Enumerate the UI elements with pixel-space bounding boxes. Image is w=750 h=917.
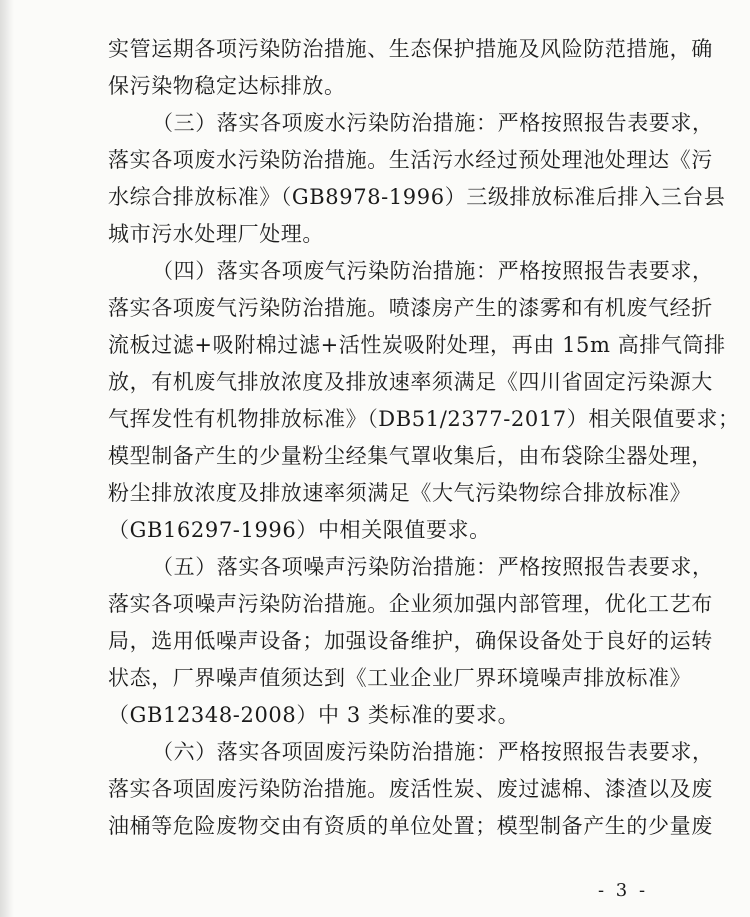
text-line: 局，选用低噪声设备；加强设备维护，确保设备处于良好的运转 (108, 629, 713, 653)
text-line: 保污染物稳定达标排放。 (108, 74, 346, 98)
document-body (108, 34, 740, 842)
text-line: 落实各项废水污染防治措施。生活污水经过预处理池处理达《污 (108, 148, 713, 172)
text-line: 城市污水处理厂处理。 (108, 222, 324, 246)
text-line: （三）落实各项废水污染防治措施：严格按照报告表要求， (152, 111, 714, 135)
text-line: 状态，厂界噪声值须达到《工业企业厂界环境噪声排放标准》 (108, 666, 692, 690)
text-line: 放，有机废气排放浓度及排放速率须满足《四川省固定污染源大 (108, 370, 713, 394)
text-line: 落实各项噪声污染防治措施。企业须加强内部管理，优化工艺布 (108, 592, 713, 616)
text-line: 油桶等危险废物交由有资质的单位处置；模型制备产生的少量废 (108, 814, 713, 838)
text-line: （GB12348-2008）中 3 类标准的要求。 (108, 703, 520, 727)
text-line: 水综合排放标准》（GB8978-1996）三级排放标准后排入三台县 (108, 185, 726, 209)
text-line: （五）落实各项噪声污染防治措施：严格按照报告表要求， (152, 555, 714, 579)
text-line: 落实各项废气污染防治措施。喷漆房产生的漆雾和有机废气经折 (108, 296, 713, 320)
text-line: 流板过滤+吸附棉过滤+活性炭吸附处理，再由 15m 高排气筒排 (108, 333, 726, 357)
page-number: - 3 - (598, 880, 649, 901)
text-line: 气挥发性有机物排放标准》（DB51/2377-2017）相关限值要求； (108, 407, 740, 431)
text-line: 落实各项固废污染防治措施。废活性炭、废过滤棉、漆渣以及废 (108, 777, 713, 801)
text-line: 实管运期各项污染防治措施、生态保护措施及风险防范措施，确 (108, 37, 713, 61)
page-edge-shadow (0, 0, 14, 917)
text-line: （六）落实各项固废污染防治措施：严格按照报告表要求， (152, 740, 714, 764)
text-line: 粉尘排放浓度及排放速率须满足《大气污染物综合排放标准》 (108, 481, 692, 505)
text-line: （GB16297-1996）中相关限值要求。 (108, 518, 491, 542)
text-line: （四）落实各项废气污染防治措施：严格按照报告表要求， (152, 259, 714, 283)
text-line: 模型制备产生的少量粉尘经集气罩收集后，由布袋除尘器处理， (108, 444, 713, 468)
